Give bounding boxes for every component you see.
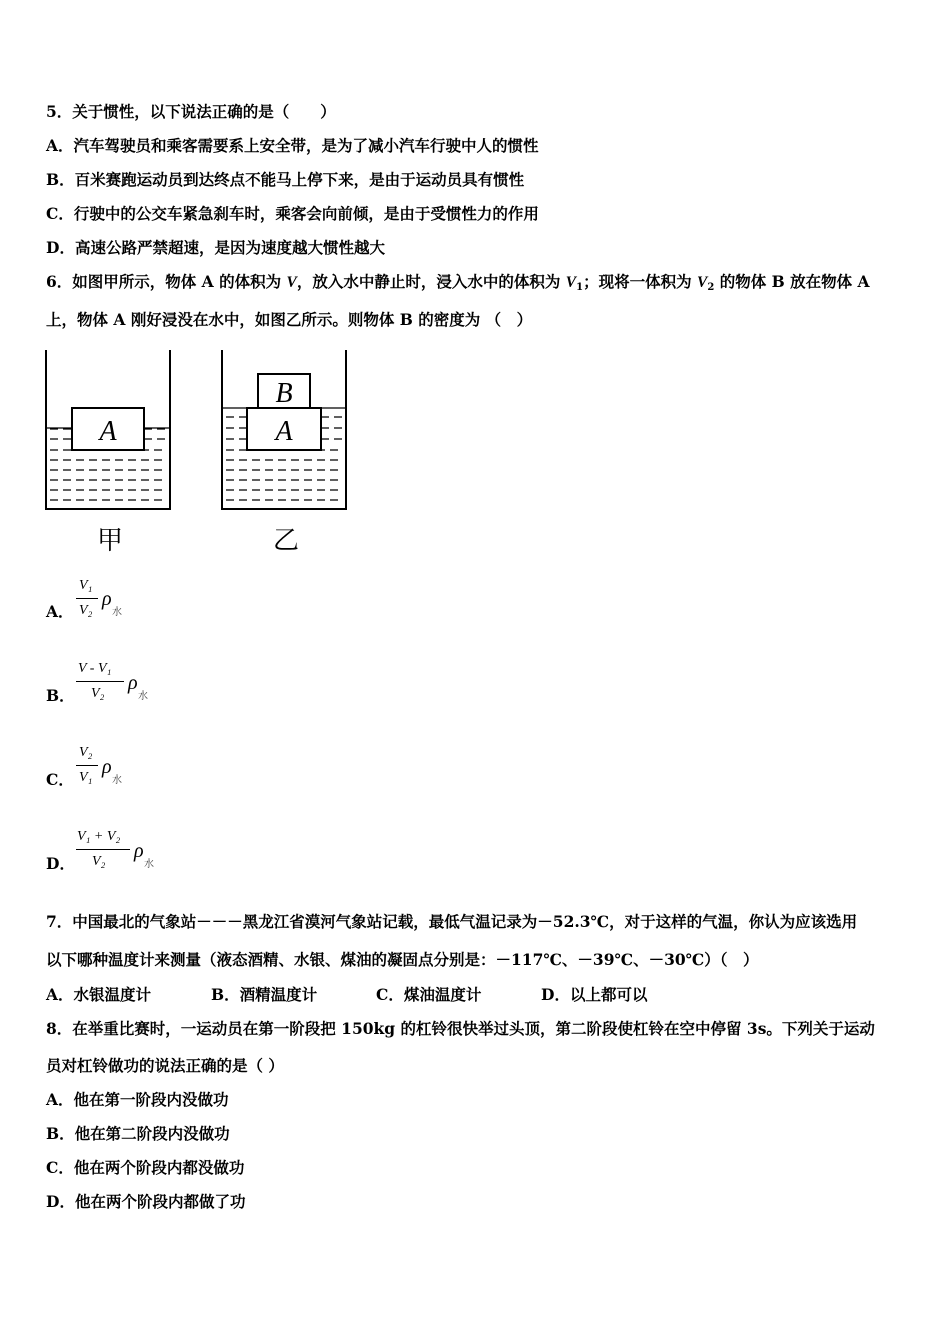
q6-option-a-fraction: V₁ V₂ bbox=[76, 578, 100, 624]
q5-stem: 5．关于惯性，以下说法正确的是（ ） bbox=[46, 102, 336, 121]
q8-stem-line1: 8．在举重比赛时，一运动员在第一阶段把 150kg 的杠铃很快举过头顶，第二阶段使杠铃在空中停留 3s。下列关于运动 bbox=[46, 1019, 875, 1038]
q6-option-b-label: B． bbox=[46, 686, 75, 705]
q7-option-a: A．水银温度计 bbox=[46, 985, 152, 1004]
caption-jia: 甲 bbox=[96, 526, 124, 556]
q6-option-c-label: C． bbox=[46, 770, 74, 789]
q6-option-d-label: D． bbox=[46, 854, 75, 873]
q6-option-a-label: A． bbox=[46, 602, 74, 621]
block-a-jia-label: A bbox=[99, 416, 117, 447]
q6-figure bbox=[40, 345, 360, 560]
q6-option-b-fraction: V - V₁ V₂ bbox=[76, 661, 126, 707]
block-b-yi-label: B bbox=[275, 378, 293, 409]
q7-option-b: B．酒精温度计 bbox=[211, 985, 318, 1004]
block-a-yi-label: A bbox=[275, 416, 293, 447]
q6-option-b-rho-sub: 水 bbox=[138, 691, 148, 702]
q8-option-c: C．他在两个阶段内都没做功 bbox=[46, 1158, 245, 1177]
q6-option-d-rho-sub: 水 bbox=[144, 859, 154, 870]
caption-yi: 乙 bbox=[272, 526, 300, 556]
q6-option-c-rho: ρ bbox=[102, 756, 112, 778]
q6-stem-line2: 上，物体 A 刚好浸没在水中，如图乙所示。则物体 B 的密度为 （ ） bbox=[46, 310, 533, 329]
q7-option-d: D．以上都可以 bbox=[541, 985, 648, 1004]
q6-option-d-fraction: V₁ + V₂ V₂ bbox=[76, 829, 132, 875]
q6-stem-line1: 6．如图甲所示，物体 A 的体积为 V，放入水中静止时，浸入水中的体积为 $V_1$；现将一体积为 $V_2$ 的物体 B 放在物体 A bbox=[46, 272, 870, 293]
q6-option-a-rho: ρ bbox=[102, 588, 112, 610]
q6-option-a-rho-sub: 水 bbox=[112, 607, 122, 618]
q5-option-a: A．汽车驾驶员和乘客需要系上安全带，是为了减小汽车行驶中人的惯性 bbox=[46, 136, 539, 155]
q6-option-c-fraction: V₂ V₁ bbox=[76, 745, 100, 791]
q8-option-a: A．他在第一阶段内没做功 bbox=[46, 1090, 229, 1109]
q5-option-c: C．行驶中的公交车紧急刹车时，乘客会向前倾，是由于受惯性力的作用 bbox=[46, 204, 539, 223]
q6-option-c-rho-sub: 水 bbox=[112, 775, 122, 786]
q8-option-d: D．他在两个阶段内都做了功 bbox=[46, 1192, 246, 1211]
q7-option-c: C．煤油温度计 bbox=[376, 985, 482, 1004]
q8-option-b: B．他在第二阶段内没做功 bbox=[46, 1124, 230, 1143]
q5-option-b: B．百米赛跑运动员到达终点不能马上停下来，是由于运动员具有惯性 bbox=[46, 170, 525, 189]
q5-option-d: D．高速公路严禁超速，是因为速度越大惯性越大 bbox=[46, 238, 385, 257]
q6-option-d-rho: ρ bbox=[134, 840, 144, 862]
q7-stem-line1: 7．中国最北的气象站－－－黑龙江省漠河气象站记载，最低气温记录为－52.3℃，对于这样的气温，你认为应该选用 bbox=[46, 912, 858, 931]
q7-stem-line2: 以下哪种温度计来测量（液态酒精、水银、煤油的凝固点分别是：－117℃、－39℃、－30℃）（ ） bbox=[46, 950, 759, 969]
q8-stem-line2: 员对杠铃做功的说法正确的是（ ） bbox=[46, 1056, 284, 1075]
q6-option-b-rho: ρ bbox=[128, 672, 138, 694]
